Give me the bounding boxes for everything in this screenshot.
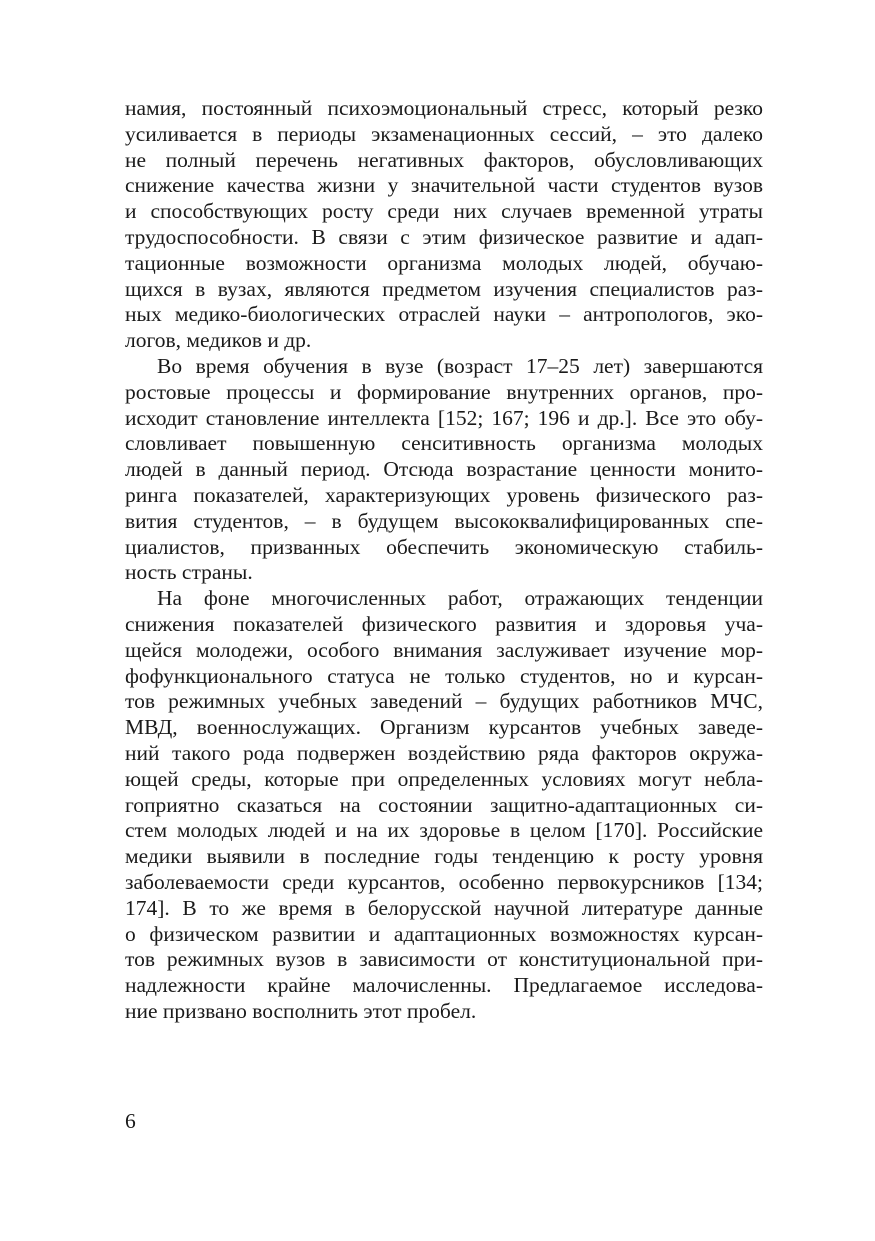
text-line: людей в данный период. Отсюда возрастание ценности монито- [125, 457, 763, 482]
paragraph-3 [125, 586, 763, 1025]
text-line: логов, медиков и др. [125, 328, 312, 353]
text-line: снижения показателей физического развития и здоровья уча- [125, 611, 763, 636]
paragraph-1 [125, 96, 763, 354]
text-line: намия, постоянный психоэмоциональный стресс, который резко [125, 96, 763, 120]
text-line: ных медико-биологических отраслей науки – антропологов, эко- [125, 302, 763, 327]
text-line: ние призвано восполнить этот пробел. [125, 998, 477, 1023]
text-line: фофункционального статуса не только студентов, но и курсан- [125, 663, 763, 688]
text-line: щихся в вузах, являются предметом изучения специалистов раз- [125, 276, 763, 301]
text-line: 174]. В то же время в белорусской научной литературе данные [125, 895, 763, 920]
text-line: усиливается в периоды экзаменационных сессий, – это далеко [125, 121, 763, 146]
text-line: заболеваемости среди курсантов, особенно первокурсников [134; [125, 869, 763, 894]
text-line: надлежности крайне малочисленны. Предлагаемое исследова- [125, 973, 763, 998]
text-line: ний такого рода подвержен воздействию ряда факторов окружа- [125, 740, 763, 765]
text-line: тов режимных учебных заведений – будущих работников МЧС, [125, 689, 763, 714]
text-line: ринга показателей, характеризующих уровень физического раз- [125, 482, 763, 507]
text-line: ность страны. [125, 560, 253, 585]
text-line: циалистов, призванных обеспечить экономическую стабиль- [125, 534, 763, 559]
text-line: словливает повышенную сенситивность организма молодых [125, 431, 763, 456]
text-line: ростовые процессы и формирование внутренних органов, про- [125, 379, 763, 404]
text-line: исходит становление интеллекта [152; 167; 196 и др.]. Все это обу- [125, 405, 763, 430]
page-number: 6 [125, 1109, 136, 1133]
page-body [125, 96, 763, 1025]
text-line: МВД, военнослужащих. Организм курсантов учебных заведе- [125, 715, 763, 740]
text-line: трудоспособности. В связи с этим физическое развитие и адап- [125, 224, 763, 249]
text-line: На фоне многочисленных работ, отражающих тенденции [157, 586, 763, 611]
text-line: медики выявили в последние годы тенденцию к росту уровня [125, 844, 763, 869]
text-line: щейся молодежи, особого внимания заслуживает изучение мор- [125, 637, 763, 662]
text-line: ющей среды, которые при определенных условиях могут небла- [125, 766, 763, 791]
text-line: и способствующих росту среди них случаев временной утраты [125, 199, 763, 224]
text-line: не полный перечень негативных факторов, обусловливающих [125, 147, 763, 172]
text-line: Во время обучения в вузе (возраст 17–25 лет) завершаются [157, 353, 763, 378]
text-line: о физическом развитии и адаптационных возможностях курсан- [125, 921, 763, 946]
text-line: стем молодых людей и на их здоровье в целом [170]. Российские [125, 818, 763, 843]
text-line: гоприятно сказаться на состоянии защитно-адаптационных си- [125, 792, 763, 817]
text-line: тационные возможности организма молодых людей, обучаю- [125, 250, 763, 275]
text-line: снижение качества жизни у значительной части студентов вузов [125, 173, 763, 198]
text-line: вития студентов, – в будущем высококвалифицированных спе- [125, 508, 763, 533]
text-line: тов режимных вузов в зависимости от конституциональной при- [125, 947, 763, 972]
paragraph-2 [125, 354, 763, 586]
